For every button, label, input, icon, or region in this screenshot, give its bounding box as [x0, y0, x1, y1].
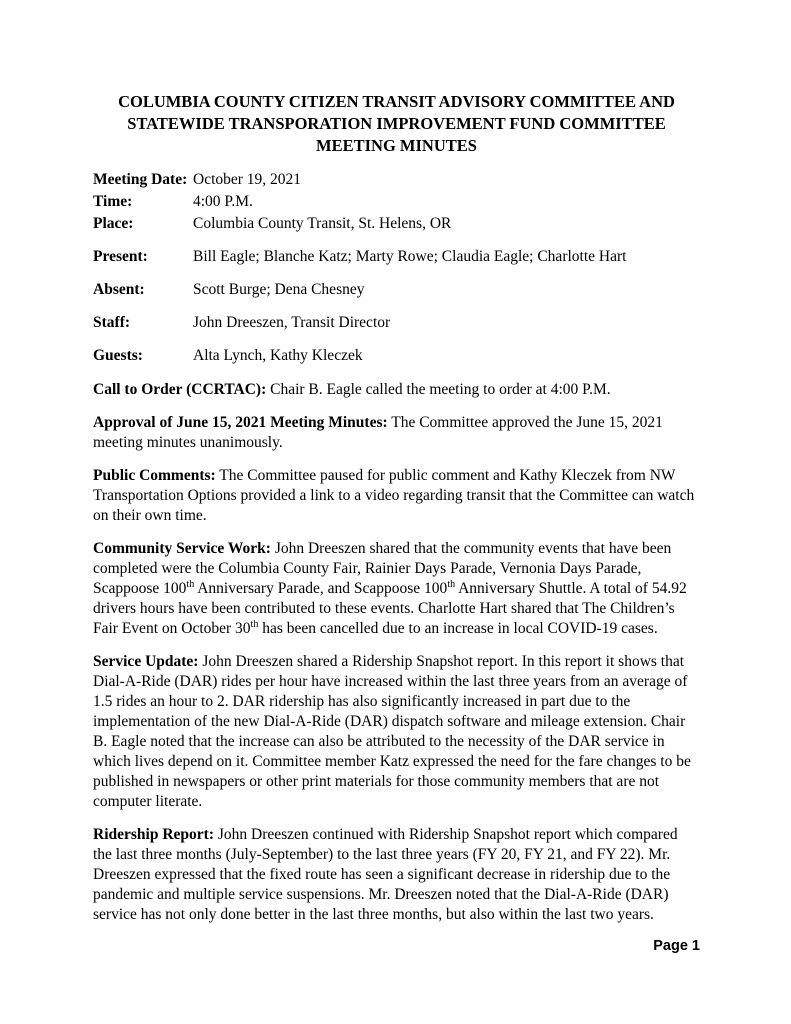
- meta-value: Columbia County Transit, St. Helens, OR: [193, 215, 452, 232]
- body-text: has been cancelled due to an increase in local COVID-19 cases.: [258, 620, 658, 637]
- section-heading: Ridership Report:: [93, 826, 214, 843]
- meta-label: Meeting Date:: [93, 171, 188, 188]
- body-text: Anniversary Shuttle. A total of 54.92 drivers hours have been contributed to these events. Charlotte Hart shared that The Children’s Fair Event on October 30: [93, 580, 687, 637]
- meta-label: Guests:: [93, 347, 143, 364]
- meta-value: Scott Burge; Dena Chesney: [193, 281, 365, 298]
- section-paragraph: [93, 466, 700, 526]
- section-heading: Community Service Work:: [93, 540, 271, 557]
- body-text: The Committee paused for public comment and Kathy Kleczek from NW Transportation Options provided a link to a video regarding transit that the Committee can watch on their own time.: [93, 467, 695, 524]
- section-paragraph: [93, 652, 700, 812]
- document-title: [93, 91, 700, 157]
- sections: [93, 380, 700, 925]
- meta-label: Place:: [93, 215, 134, 232]
- section-paragraph: [93, 539, 700, 639]
- meta-row: [93, 213, 700, 235]
- body-text: Chair B. Eagle called the meeting to order at 4:00 P.M.: [266, 381, 611, 398]
- meta-label: Staff:: [93, 314, 131, 331]
- meta-value: October 19, 2021: [193, 171, 302, 188]
- meta-value: Alta Lynch, Kathy Kleczek: [193, 347, 363, 364]
- body-text: John Dreeszen shared that the community events that have been completed were the Columbia County Fair, Rainier Days Parade, Vernonia Days Parade, Scappoose 100: [93, 540, 672, 597]
- body-text: The Committee approved the June 15, 2021 meeting minutes unanimously.: [93, 414, 663, 451]
- meta-row: [93, 279, 700, 301]
- meta-row: [93, 191, 700, 213]
- meta-block: [93, 169, 700, 367]
- meta-value: Bill Eagle; Blanche Katz; Marty Rowe; Claudia Eagle; Charlotte Hart: [193, 248, 627, 265]
- title-line-3: MEETING MINUTES: [316, 136, 477, 155]
- section-paragraph: [93, 380, 700, 400]
- body-text: Anniversary Parade, and Scappoose 100: [194, 580, 448, 597]
- title-line-2: STATEWIDE TRANSPORATION IMPROVEMENT FUND COMMITTEE: [127, 114, 666, 133]
- section-paragraph: [93, 413, 700, 453]
- section-heading: Service Update:: [93, 653, 199, 670]
- meta-label: Time:: [93, 193, 133, 210]
- meta-value: John Dreeszen, Transit Director: [193, 314, 391, 331]
- meta-label: Absent:: [93, 281, 145, 298]
- section-heading: Call to Order (CCRTAC):: [93, 381, 267, 398]
- section-heading: Public Comments:: [93, 467, 216, 484]
- body-text: John Dreeszen continued with Ridership Snapshot report which compared the last three months (July-September) to the last three years (FY 20, FY 21, and FY 22). Mr. Dreeszen expressed that the fixed route has seen a significant decrease in ridership due to the pandemic and multiple service suspensions. Mr. Dreeszen noted that the Dial-A-Ride (DAR) service has not only done better in the last three months, but also within the last two years.: [93, 826, 678, 923]
- meta-row: [93, 312, 700, 334]
- page-number: Page 1: [653, 938, 700, 954]
- section-paragraph: [93, 825, 700, 925]
- meta-row: [93, 169, 700, 191]
- ordinal-superscript: th: [447, 578, 456, 590]
- meta-row: [93, 345, 700, 367]
- meta-label: Present:: [93, 248, 148, 265]
- meta-value: 4:00 P.M.: [193, 193, 253, 210]
- meta-row: [93, 246, 700, 268]
- section-heading: Approval of June 15, 2021 Meeting Minutes:: [93, 414, 388, 431]
- body-text: John Dreeszen shared a Ridership Snapshot report. In this report it shows that Dial-A-Ride (DAR) rides per hour have increased within the last three years from an average of 1.5 rides an hour to 2. DAR ridership has also significantly increased in part due to the implementation of the new Dial-A-Ride (DAR) dispatch software and mileage extension. Chair B. Eagle noted that the increase can also be attributed to the necessity of the DAR service in which lives depend on it. Committee member Katz expressed the need for the fare changes to be published in newspapers or other print materials for those community members that are not computer literate.: [93, 653, 691, 810]
- title-line-1: COLUMBIA COUNTY CITIZEN TRANSIT ADVISORY COMMITTEE AND: [118, 92, 675, 111]
- ordinal-superscript: th: [250, 618, 259, 630]
- ordinal-superscript: th: [186, 578, 195, 590]
